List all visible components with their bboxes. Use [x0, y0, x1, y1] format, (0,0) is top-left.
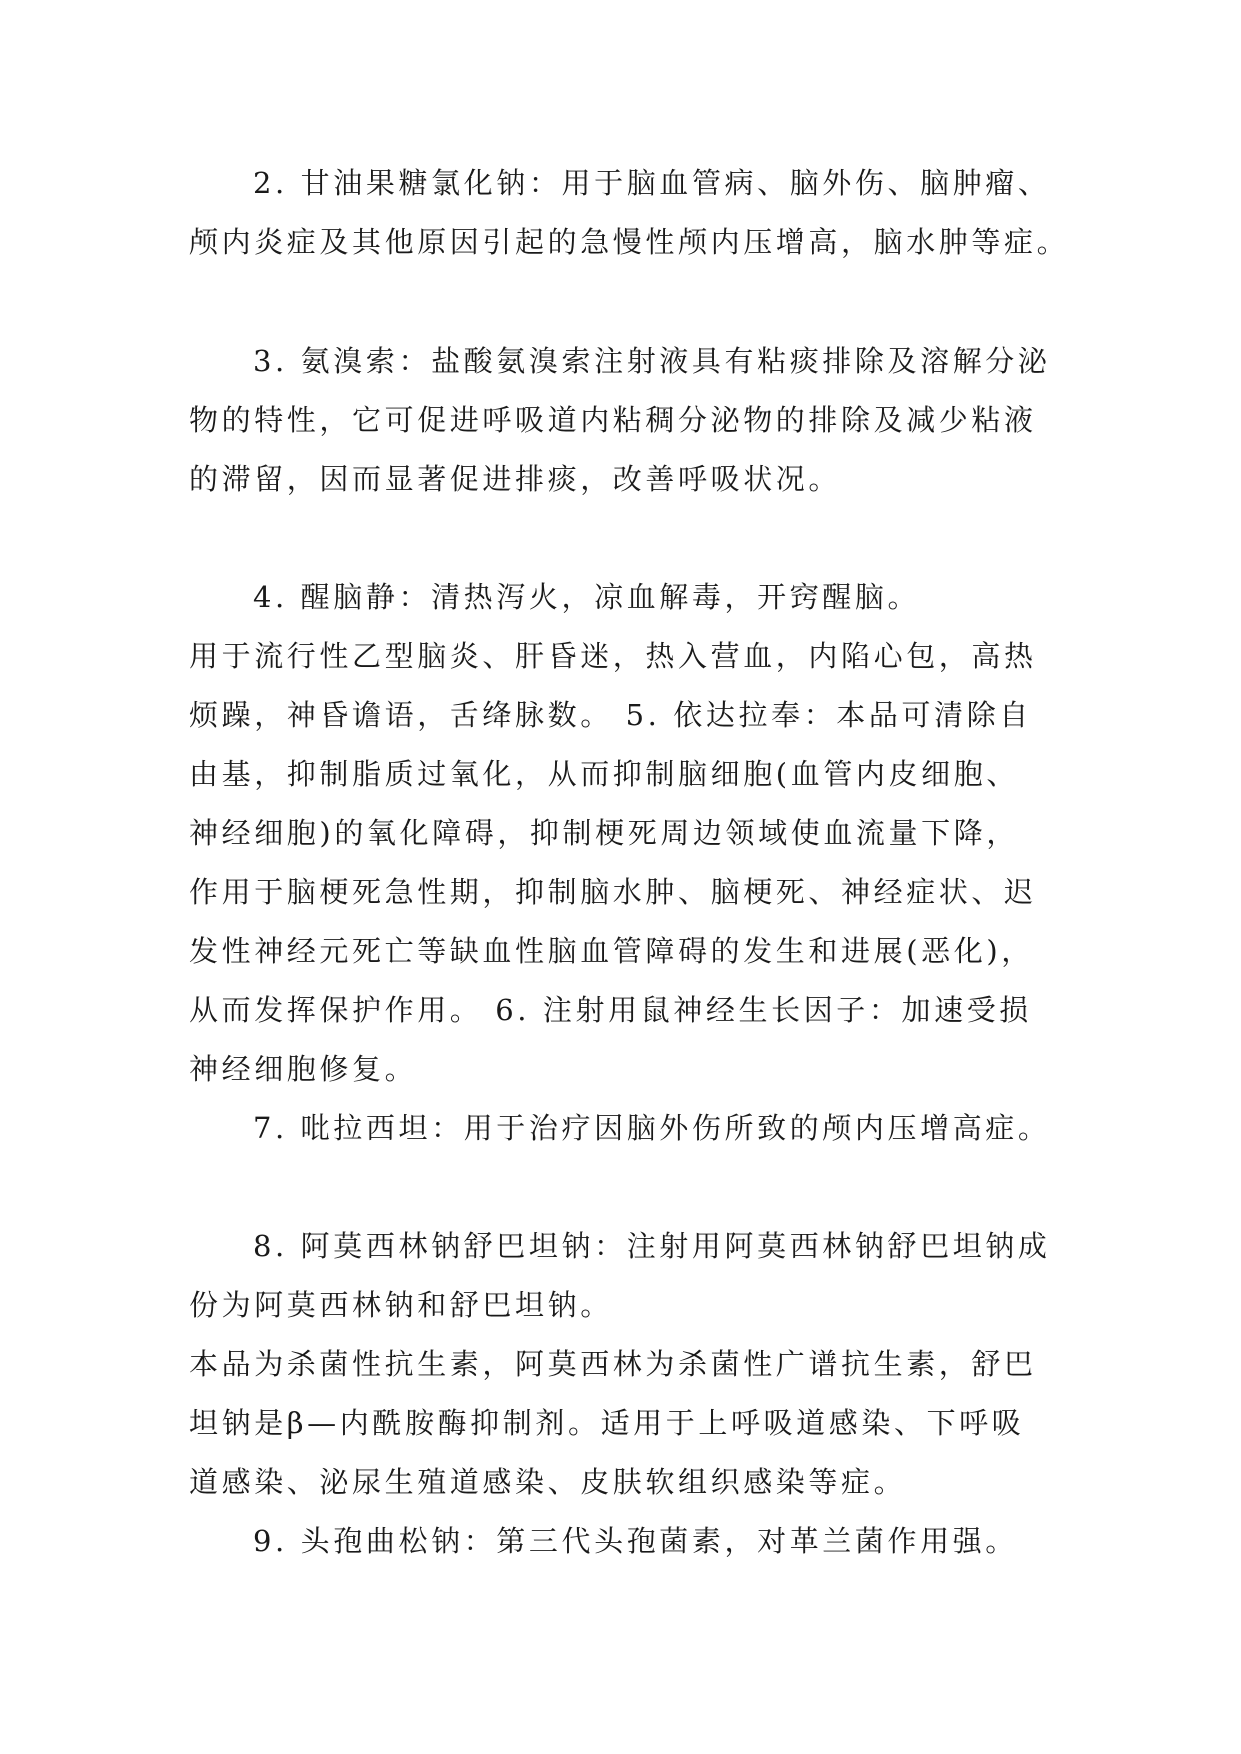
- text-line: 神经细胞修复。: [189, 1052, 418, 1086]
- text-line: 2. 甘油果糖氯化钠：用于脑血管病、脑外伤、脑肿瘤、: [253, 166, 1051, 200]
- text-line: 颅内炎症及其他原因引起的急慢性颅内压增高，脑水肿等症。: [189, 225, 1070, 259]
- text-line: 道感染、泌尿生殖道感染、皮肤软组织感染等症。: [189, 1465, 907, 1499]
- text-line: 用于流行性乙型脑炎、肝昏迷，热入营血，内陷心包，高热: [189, 639, 1037, 673]
- text-line: 坦钠是β—内酰胺酶抑制剂。适用于上呼吸道感染、下呼吸: [189, 1406, 1025, 1440]
- text-line: 神经细胞)的氧化障碍，抑制梗死周边领域使血流量下降，: [189, 816, 1019, 850]
- text-line: 份为阿莫西林钠和舒巴坦钠。: [189, 1288, 613, 1322]
- text-line: 作用于脑梗死急性期，抑制脑水肿、脑梗死、神经症状、迟: [189, 875, 1037, 909]
- text-line: 从而发挥保护作用。 6. 注射用鼠神经生长因子：加速受损: [189, 993, 1032, 1027]
- text-line: 发性神经元死亡等缺血性脑血管障碍的发生和进展(恶化)，: [189, 934, 1034, 968]
- text-line: 物的特性，它可促进呼吸道内粘稠分泌物的排除及减少粘液: [189, 403, 1037, 437]
- text-line: 烦躁，神昏谵语，舌绛脉数。 5. 依达拉奉：本品可清除自: [189, 698, 1032, 732]
- text-line: 4. 醒脑静：清热泻火，凉血解毒，开窍醒脑。: [253, 580, 921, 614]
- text-line: 8. 阿莫西林钠舒巴坦钠：注射用阿莫西林钠舒巴坦钠成: [253, 1229, 1051, 1263]
- text-line: 7. 吡拉西坦：用于治疗因脑外伤所致的颅内压增高症。: [253, 1111, 1051, 1145]
- text-line: 由基，抑制脂质过氧化，从而抑制脑细胞(血管内皮细胞、: [189, 757, 1019, 791]
- text-line: 本品为杀菌性抗生素，阿莫西林为杀菌性广谱抗生素，舒巴: [189, 1347, 1037, 1381]
- text-line: 的滞留，因而显著促进排痰，改善呼吸状况。: [189, 462, 842, 496]
- text-line: 3. 氨溴索：盐酸氨溴索注射液具有粘痰排除及溶解分泌: [253, 344, 1051, 378]
- text-line: 9. 头孢曲松钠：第三代头孢菌素，对革兰菌作用强。: [253, 1524, 1018, 1558]
